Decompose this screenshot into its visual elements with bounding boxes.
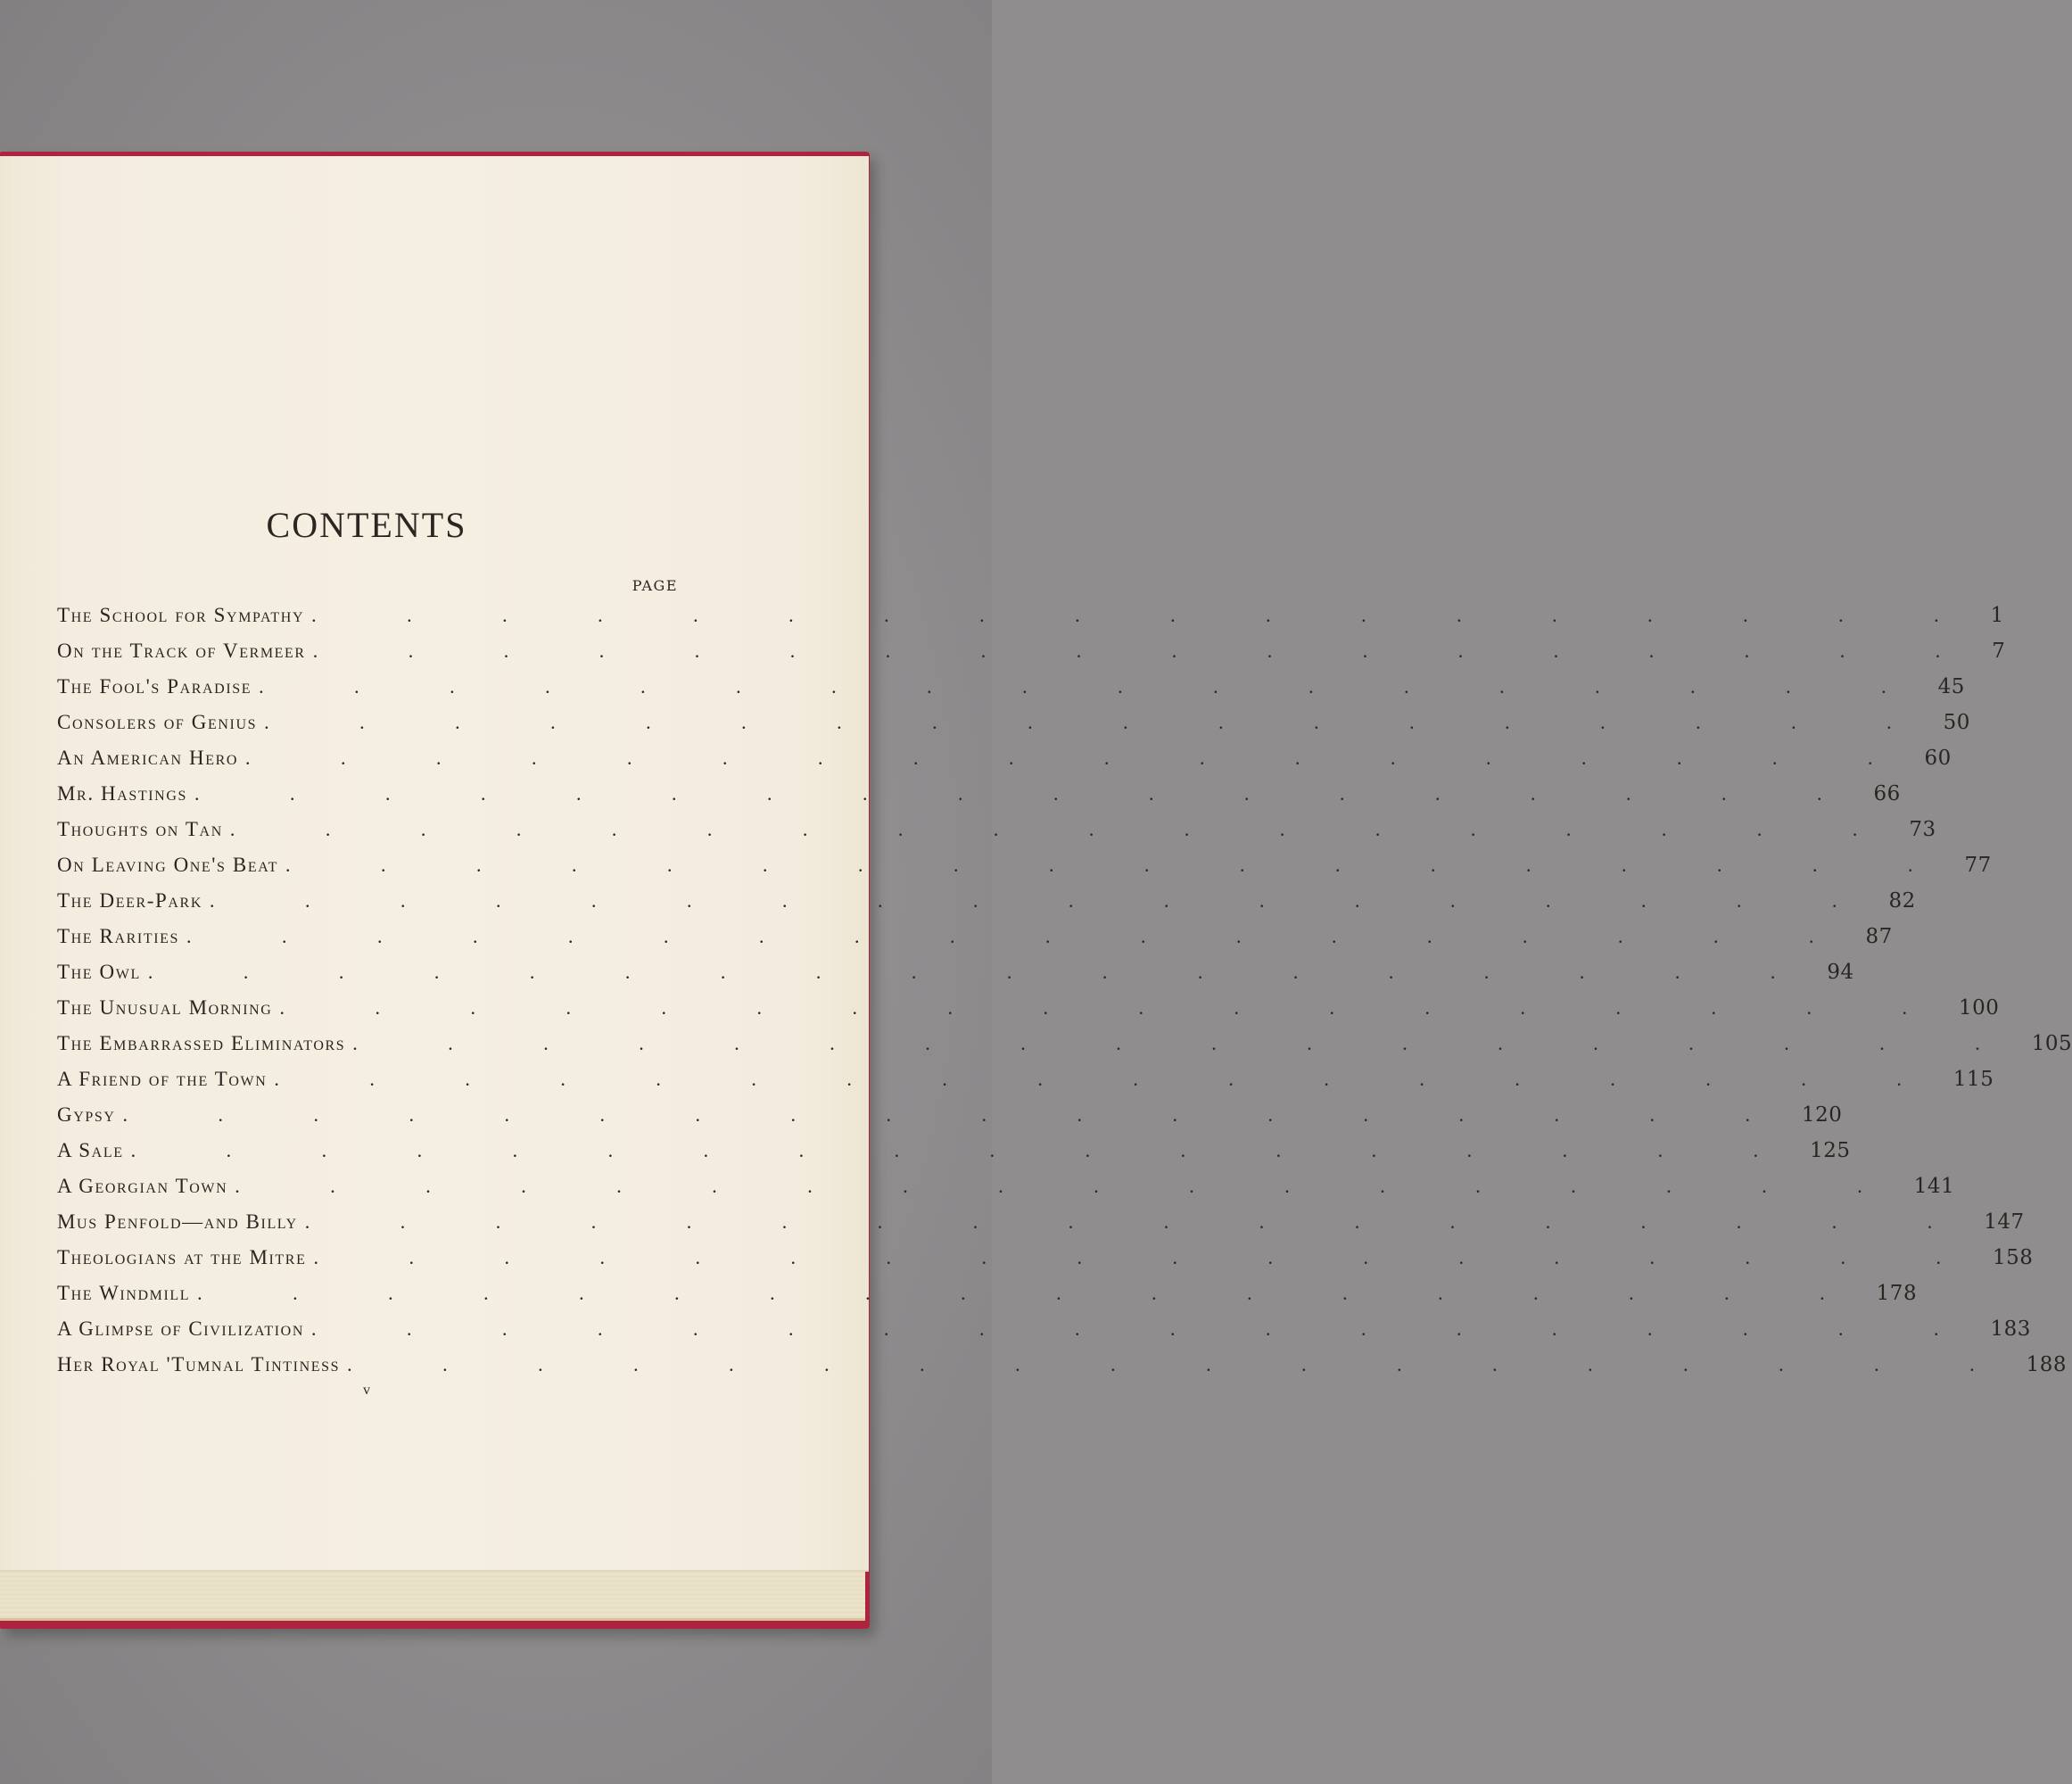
toc-entry-page-number: 45: [1937, 675, 1965, 698]
toc-leader-dots: . . . . . . . . . . . . . . . . . .: [197, 1282, 1868, 1304]
toc-entry: [57, 883, 1916, 919]
toc-entry-page-number: 94: [1827, 961, 1854, 984]
toc-leader-dots: . . . . . . . . . . . . . . . . . .: [311, 604, 1982, 626]
toc-entry: [57, 1133, 1851, 1169]
page-title: CONTENTS: [266, 505, 467, 545]
toc-leader-dots: . . . . . . . . . . . . . . . . . .: [122, 1103, 1794, 1126]
toc-entry: [57, 1311, 2031, 1347]
toc-entry: [57, 1240, 2034, 1276]
toc-entry-title: The School for Sympathy: [57, 604, 305, 626]
toc-entry-page-number: 100: [1958, 996, 2000, 1020]
toc-entry-page-number: 115: [1952, 1068, 1994, 1091]
toc-entry: [57, 705, 1970, 740]
toc-entry: [57, 633, 2006, 669]
toc-leader-dots: . . . . . . . . . . . . . . . . . .: [313, 1246, 1984, 1268]
toc-entry-title: The Owl: [57, 961, 141, 983]
toc-entry-page-number: 87: [1865, 925, 1893, 948]
toc-entry-page-number: 125: [1810, 1139, 1851, 1162]
toc-leader-dots: . . . . . . . . . . . . . . . . . .: [245, 747, 1916, 769]
toc-entry-page-number: 120: [1802, 1103, 1843, 1127]
toc-entry: [57, 812, 1936, 847]
toc-entry: [57, 1097, 1843, 1133]
toc-leader-dots: . . . . . . . . . . . . . . . . . .: [194, 782, 1865, 805]
toc-leader-dots: . . . . . . . . . . . . . . . . . .: [274, 1068, 1944, 1090]
toc-entry: [57, 740, 1952, 776]
toc-entry: [57, 598, 2004, 633]
toc-entry-title: An American Hero: [57, 747, 238, 769]
toc-entry-page-number: 1: [1990, 604, 2004, 627]
toc-leader-dots: . . . . . . . . . . . . . . . . . .: [285, 854, 1956, 876]
toc-entry-page-number: 188: [2026, 1353, 2068, 1376]
toc-entry-title: On the Track of Vermeer: [57, 640, 306, 662]
toc-entry-title: The Fool's Paradise: [57, 675, 252, 698]
toc-entry: [57, 1276, 1918, 1311]
toc-entry-title: A Sale: [57, 1139, 124, 1161]
toc-entry-title: The Embarrassed Eliminators: [57, 1032, 346, 1054]
contents-page: [0, 156, 2072, 1572]
toc-leader-dots: . . . . . . . . . . . . . . . . . .: [310, 1317, 1982, 1340]
toc-entry: [57, 990, 2000, 1026]
toc-entry: [57, 919, 1893, 954]
toc-leader-dots: . . . . . . . . . . . . . . . . . .: [186, 925, 1857, 947]
toc-leader-dots: . . . . . . . . . . . . . . . . . .: [259, 675, 1929, 698]
toc-entry-title: Gypsy: [57, 1103, 116, 1126]
toc-entry-page-number: 73: [1909, 818, 1936, 841]
toc-entry-page-number: 141: [1913, 1175, 1955, 1198]
toc-leader-dots: . . . . . . . . . . . . . . . . . .: [147, 961, 1819, 983]
toc-entry-title: The Windmill: [57, 1282, 191, 1304]
toc-entry: [57, 1347, 2068, 1383]
toc-leader-dots: . . . . . . . . . . . . . . . . . .: [264, 711, 1935, 733]
toc-entry-title: Theologians at the Mitre: [57, 1246, 307, 1268]
table-of-contents: [57, 598, 2072, 1383]
toc-leader-dots: . . . . . . . . . . . . . . . . . .: [210, 889, 1880, 912]
toc-leader-dots: . . . . . . . . . . . . . . . . . .: [312, 640, 1984, 662]
toc-entry-page-number: 105: [2031, 1032, 2072, 1055]
toc-entry-title: A Georgian Town: [57, 1175, 228, 1197]
toc-entry: [57, 669, 1965, 705]
page-column-header: PAGE: [632, 577, 678, 594]
toc-leader-dots: . . . . . . . . . . . . . . . . . .: [235, 1175, 1905, 1197]
toc-entry: [57, 1026, 2072, 1061]
toc-entry-page-number: 158: [1992, 1246, 2034, 1269]
toc-entry-page-number: 147: [1984, 1210, 2025, 1234]
page-folio: v: [363, 1383, 370, 1398]
toc-entry-title: Her Royal 'Tumnal Tintiness: [57, 1353, 341, 1375]
toc-leader-dots: . . . . . . . . . . . . . . . . . .: [229, 818, 1901, 840]
toc-leader-dots: . . . . . . . . . . . . . . . . . .: [347, 1353, 2018, 1375]
toc-entry-title: The Rarities: [57, 925, 179, 947]
toc-entry-page-number: 82: [1888, 889, 1916, 913]
toc-entry-page-number: 50: [1943, 711, 1970, 734]
toc-entry-title: A Glimpse of Civilization: [57, 1317, 304, 1340]
toc-entry-title: Thoughts on Tan: [57, 818, 223, 840]
toc-entry-title: Mus Penfold—and Billy: [57, 1210, 298, 1233]
toc-entry: [57, 1169, 1955, 1204]
toc-leader-dots: . . . . . . . . . . . . . . . . . .: [279, 996, 1950, 1019]
toc-leader-dots: . . . . . . . . . . . . . . . . . .: [304, 1210, 1976, 1233]
toc-entry-page-number: 60: [1924, 747, 1952, 770]
toc-entry: [57, 847, 1992, 883]
toc-entry: [57, 776, 1901, 812]
toc-leader-dots: . . . . . . . . . . . . . . . . . .: [130, 1139, 1802, 1161]
toc-entry-page-number: 183: [1990, 1317, 2031, 1341]
toc-entry-title: A Friend of the Town: [57, 1068, 268, 1090]
toc-entry-page-number: 77: [1964, 854, 1992, 877]
open-book: [0, 152, 2072, 1629]
toc-entry: [57, 954, 1854, 990]
toc-entry-title: Mr. Hastings: [57, 782, 187, 805]
toc-entry-page-number: 66: [1873, 782, 1901, 805]
toc-entry: [57, 1061, 1994, 1097]
toc-entry-title: The Unusual Morning: [57, 996, 273, 1019]
toc-entry-page-number: 7: [1992, 640, 2006, 663]
toc-entry-title: On Leaving One's Beat: [57, 854, 278, 876]
toc-entry: [57, 1204, 2025, 1240]
toc-entry-page-number: 178: [1876, 1282, 1918, 1305]
toc-entry-title: The Deer-Park: [57, 889, 202, 912]
toc-entry-title: Consolers of Genius: [57, 711, 258, 733]
toc-leader-dots: . . . . . . . . . . . . . . . . . .: [352, 1032, 2023, 1054]
